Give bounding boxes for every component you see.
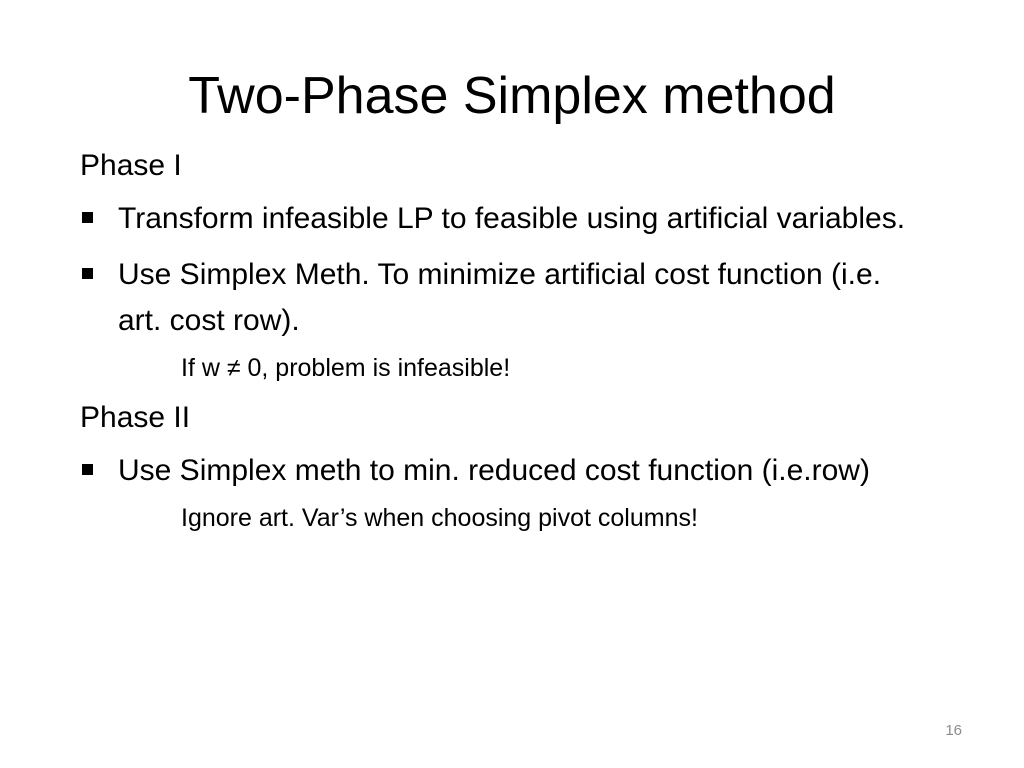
phase-2-bullet-1: [80, 448, 918, 494]
square-bullet-icon: [82, 464, 93, 475]
phase-2-note: Ignore art. Var’s when choosing pivot columns!: [181, 504, 698, 532]
slide-title: Two-Phase Simplex method: [188, 67, 836, 125]
phase-1-note: If w ≠ 0, problem is infeasible!: [181, 354, 511, 382]
phase-1-heading: Phase I: [80, 149, 182, 182]
square-bullet-icon: [82, 212, 93, 223]
bullet-text: Use Simplex Meth. To minimize artificial cost function (i.e. art. cost row).: [118, 258, 882, 337]
slide-body: [80, 146, 960, 536]
section-gap: [80, 386, 960, 398]
phase-1-bullet-2: [80, 252, 918, 344]
bullet-text: Transform infeasible LP to feasible using artificial variables.: [118, 202, 906, 235]
page-number: 16: [945, 722, 962, 739]
phase-2-heading: Phase II: [80, 401, 191, 434]
square-bullet-icon: [82, 268, 93, 279]
phase-1-bullet-1: [80, 196, 918, 242]
bullet-text: Use Simplex meth to min. reduced cost function (i.e.row): [118, 454, 870, 487]
